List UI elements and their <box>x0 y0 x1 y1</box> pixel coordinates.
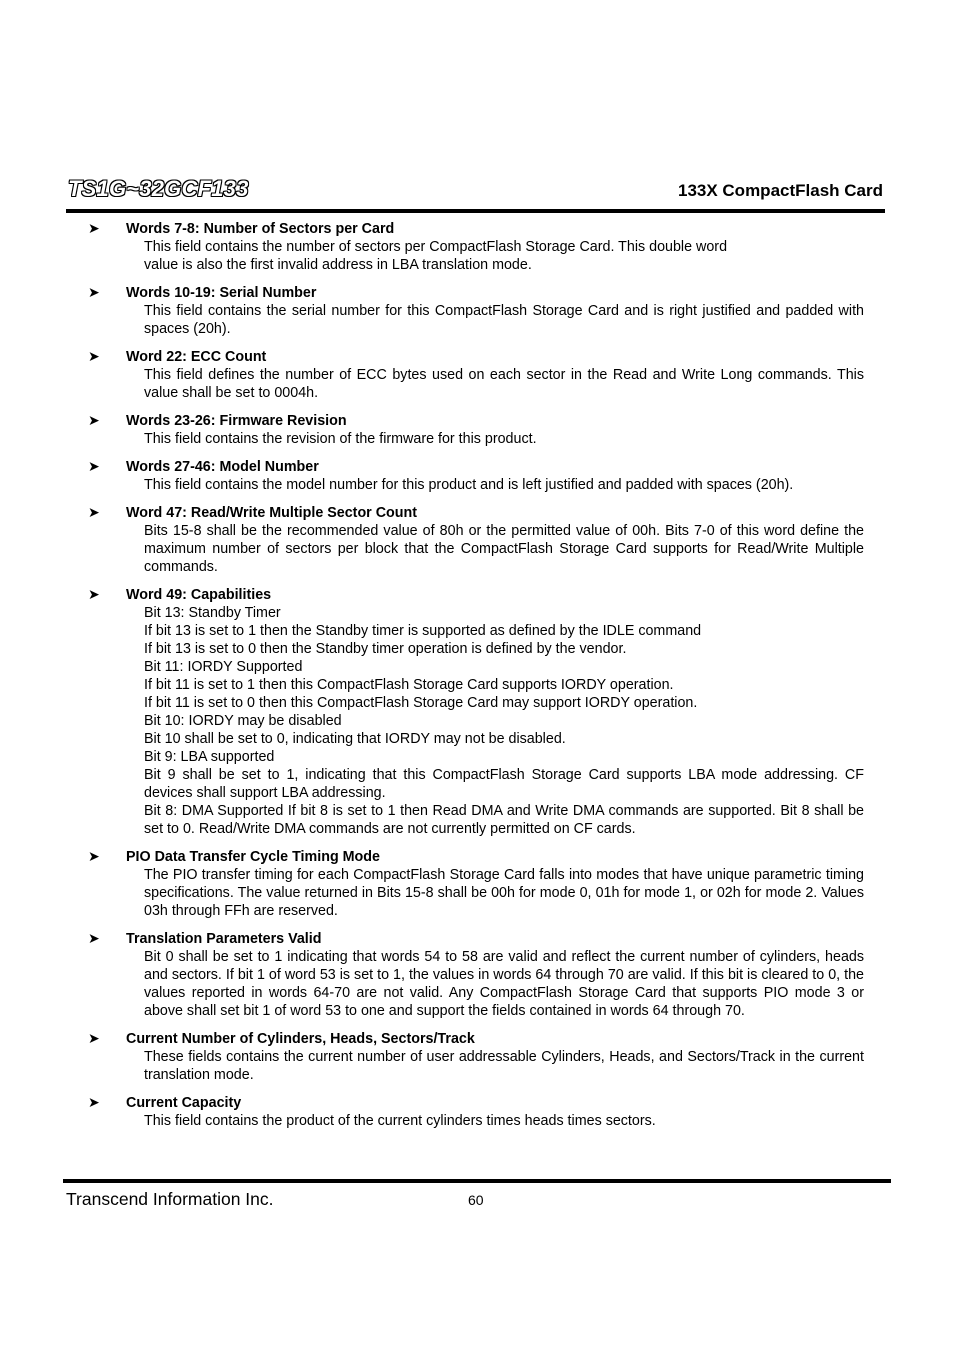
body-line: Bit 13: Standby Timer <box>144 605 281 621</box>
section-body: This field defines the number of ECC bytes used on each sector in the Read and Write Long commands. This value shall be set to 0004h. <box>144 367 864 401</box>
section-word-22 <box>88 349 864 402</box>
section-title: PIO Data Transfer Cycle Timing Mode <box>126 849 380 865</box>
section-body: Bits 15-8 shall be the recommended value of 80h or the permitted value of 00h. Bits 7-0 of this word define the maximum number of sectors per block that the CompactFlash Storage Card supports for Read/Write Multiple commands. <box>144 523 864 575</box>
section-body: This field contains the serial number for this CompactFlash Storage Card and is right justified and padded with spaces (20h). <box>144 303 864 337</box>
section-body <box>144 238 864 274</box>
section-body <box>144 604 864 838</box>
body-line: If bit 11 is set to 1 then this CompactFlash Storage Card supports IORDY operation. <box>144 677 674 693</box>
section-body: Bit 0 shall be set to 1 indicating that words 54 to 58 are valid and reflect the current number of cylinders, heads and sectors. If bit 1 of word 53 is set to 1, the values in words 64 through 70 are valid. If this bit is cleared to 0, the values reported in words 64-70 are not valid. Any CompactFlash Storage Card that supports PIO mode 3 or above shall set bit 1 of word 53 to one and support the fields contained in words 64 through 70. <box>144 949 864 1019</box>
arrow-bullet-icon: ➤ <box>88 930 100 946</box>
document-title: TS1G~32GCF133 <box>68 176 249 201</box>
section-pio-timing-mode <box>88 849 864 920</box>
section-word-47 <box>88 505 864 576</box>
section-current-capacity <box>88 1095 864 1130</box>
arrow-bullet-icon: ➤ <box>88 284 100 300</box>
arrow-bullet-icon: ➤ <box>88 220 100 236</box>
body-paragraph: Bit 8: DMA Supported If bit 8 is set to 1 then Read DMA and Write DMA commands are supported. Bit 8 shall be set to 0. Read/Write DMA commands are not currently permitted on CF cards. <box>144 803 864 837</box>
body-line: Bit 11: IORDY Supported <box>144 659 303 675</box>
section-title: Current Capacity <box>126 1095 242 1111</box>
document-subtitle: 133X CompactFlash Card <box>677 181 883 200</box>
section-title: Translation Parameters Valid <box>126 931 322 947</box>
section-words-27-46 <box>88 459 864 494</box>
arrow-bullet-icon: ➤ <box>88 504 100 520</box>
arrow-bullet-icon: ➤ <box>88 412 100 428</box>
section-body: The PIO transfer timing for each CompactFlash Storage Card falls into modes that have unique parametric timing specifications. The value returned in Bits 15-8 shall be 00h for mode 0, 01h for mode 1, or 02h for mode 2. Values 03h through FFh are reserved. <box>144 867 864 919</box>
section-words-7-8 <box>88 221 864 274</box>
arrow-bullet-icon: ➤ <box>88 348 100 364</box>
section-title: Words 23-26: Firmware Revision <box>126 413 347 429</box>
body-line: If bit 13 is set to 0 then the Standby timer operation is defined by the vendor. <box>144 641 627 657</box>
body-line: Bit 9: LBA supported <box>144 749 275 765</box>
body-line: If bit 11 is set to 0 then this CompactFlash Storage Card may support IORDY operation. <box>144 695 698 711</box>
footer-company-name: Transcend Information Inc. <box>66 1189 274 1209</box>
page-number: 60 <box>468 1192 484 1208</box>
body-paragraph: Bit 9 shall be set to 1, indicating that this CompactFlash Storage Card supports LBA mode addressing. CF devices shall support LBA addressing. <box>144 767 864 801</box>
arrow-bullet-icon: ➤ <box>88 586 100 602</box>
section-body: This field contains the revision of the firmware for this product. <box>144 431 537 447</box>
body-line: If bit 13 is set to 1 then the Standby timer is supported as defined by the IDLE command <box>144 623 702 639</box>
body-line: This field contains the number of sectors per CompactFlash Storage Card. This double word <box>144 239 728 255</box>
section-body: This field contains the product of the current cylinders times heads times sectors. <box>144 1113 656 1129</box>
section-title: Word 49: Capabilities <box>126 587 272 603</box>
section-body: This field contains the model number for this product and is left justified and padded with spaces (20h). <box>144 477 794 493</box>
page-header <box>66 172 884 212</box>
arrow-bullet-icon: ➤ <box>88 1094 100 1110</box>
section-title: Current Number of Cylinders, Heads, Sectors/Track <box>126 1031 475 1047</box>
section-translation-parameters <box>88 931 864 1020</box>
arrow-bullet-icon: ➤ <box>88 1030 100 1046</box>
section-title: Word 47: Read/Write Multiple Sector Count <box>126 505 417 521</box>
section-current-chs <box>88 1031 864 1084</box>
body-line: Bit 10 shall be set to 0, indicating that IORDY may not be disabled. <box>144 731 566 747</box>
section-title: Words 7-8: Number of Sectors per Card <box>126 221 395 237</box>
arrow-bullet-icon: ➤ <box>88 458 100 474</box>
section-word-49 <box>88 587 864 838</box>
section-title: Words 10-19: Serial Number <box>126 285 317 301</box>
section-body: These fields contains the current number of user addressable Cylinders, Heads, and Sectors/Track in the current translation mode. <box>144 1049 864 1083</box>
header-divider <box>66 209 885 213</box>
footer-divider <box>63 1179 891 1183</box>
section-title: Word 22: ECC Count <box>126 349 267 365</box>
arrow-bullet-icon: ➤ <box>88 848 100 864</box>
document-body <box>88 221 864 1141</box>
section-words-10-19 <box>88 285 864 338</box>
body-line: Bit 10: IORDY may be disabled <box>144 713 342 729</box>
body-line: value is also the first invalid address in LBA translation mode. <box>144 257 532 273</box>
section-title: Words 27-46: Model Number <box>126 459 319 475</box>
section-words-23-26 <box>88 413 864 448</box>
